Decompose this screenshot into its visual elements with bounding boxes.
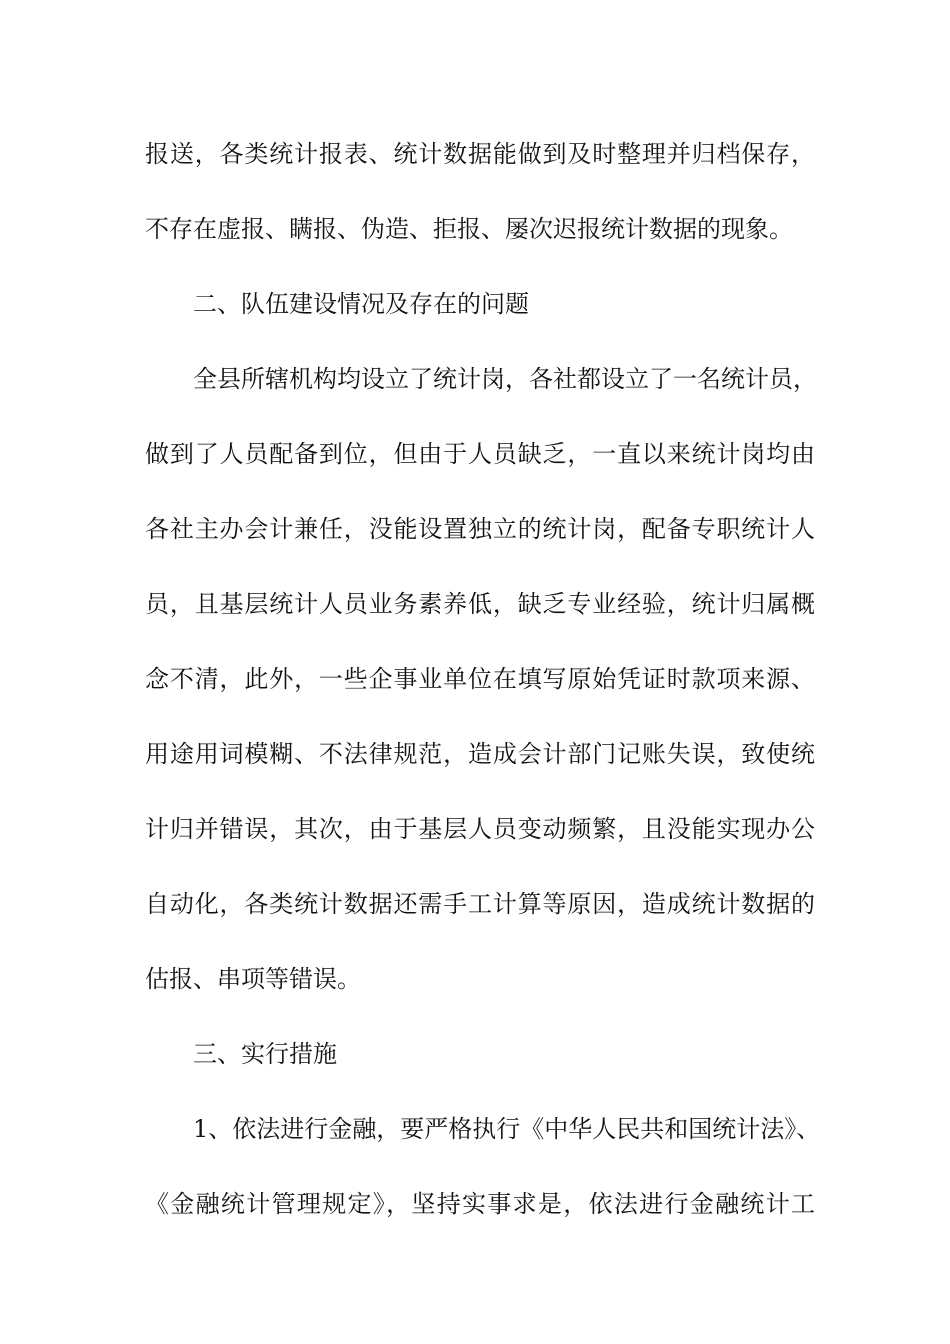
text-line: 全县所辖机构均设立了统计岗，各社都设立了一名统计员， [193,365,817,393]
document-body [145,130,821,1255]
text-line: 各社主办会计兼任，没能设置独立的统计岗，配备专职统计人 [145,515,815,543]
text-line: 《金融统计管理规定》，坚持实事求是，依法进行金融统计工 [145,1190,815,1218]
section-heading: 三、实行措施 [193,1040,337,1068]
text-line: 用途用词模糊、不法律规范，造成会计部门记账失误，致使统 [145,740,815,768]
text-line: 报送，各类统计报表、统计数据能做到及时整理并归档保存， [145,140,815,168]
text-line: 估报、串项等错误。 [145,965,361,993]
section-heading: 二、队伍建设情况及存在的问题 [193,290,529,318]
text-line: 自动化，各类统计数据还需手工计算等原因，造成统计数据的 [145,890,815,918]
text-line: 员，且基层统计人员业务素养低，缺乏专业经验，统计归属概 [145,590,815,618]
text-line: 念不清，此外，一些企事业单位在填写原始凭证时款项来源、 [145,665,815,693]
text-line: 做到了人员配备到位，但由于人员缺乏，一直以来统计岗均由 [145,440,815,468]
text-line: 不存在虚报、瞒报、伪造、拒报、屡次迟报统计数据的现象。 [145,215,793,243]
text-line: 1、依法进行金融，要严格执行《中华人民共和国统计法》、 [193,1115,821,1143]
text-line: 计归并错误，其次，由于基层人员变动频繁，且没能实现办公 [145,815,815,843]
